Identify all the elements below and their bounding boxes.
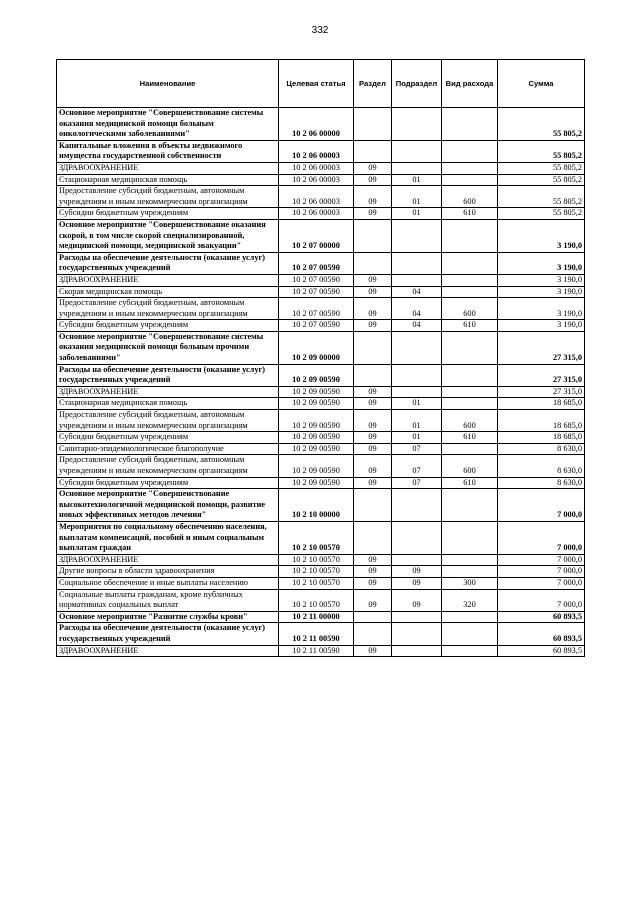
row-code: 10 2 10 00570 — [279, 589, 354, 611]
row-section: 09 — [354, 208, 392, 220]
row-expense-type — [442, 443, 498, 455]
row-expense-type — [442, 252, 498, 274]
row-amount: 8 630,0 — [498, 443, 585, 455]
header-expense-type: Вид расхода — [442, 60, 498, 108]
row-name: Другие вопросы в области здравоохранения — [57, 566, 279, 578]
row-name: Субсидии бюджетным учреждениям — [57, 320, 279, 332]
row-code: 10 2 10 00570 — [279, 521, 354, 554]
row-name: Скорая медицинская помощь — [57, 286, 279, 298]
row-code: 10 2 09 00590 — [279, 364, 354, 386]
row-name: Санитарно-эпидемиологическое благополучие — [57, 443, 279, 455]
row-expense-type — [442, 174, 498, 186]
header-name: Наименование — [57, 60, 279, 108]
row-name: Субсидии бюджетным учреждениям — [57, 432, 279, 444]
row-subsection — [392, 364, 442, 386]
row-section: 09 — [354, 298, 392, 320]
row-amount: 8 630,0 — [498, 455, 585, 477]
row-subsection: 01 — [392, 410, 442, 432]
row-subsection: 01 — [392, 174, 442, 186]
row-section — [354, 521, 392, 554]
row-code: 10 2 06 00003 — [279, 162, 354, 174]
row-code: 10 2 07 00590 — [279, 286, 354, 298]
header-section: Раздел — [354, 60, 392, 108]
row-name: ЗДРАВООХРАНЕНИЕ — [57, 645, 279, 657]
row-expense-type — [442, 108, 498, 141]
table-row — [57, 208, 585, 220]
header-amount: Сумма — [498, 60, 585, 108]
row-code: 10 2 09 00590 — [279, 432, 354, 444]
row-name: ЗДРАВООХРАНЕНИЕ — [57, 554, 279, 566]
row-expense-type: 610 — [442, 477, 498, 489]
row-expense-type — [442, 611, 498, 623]
row-section: 09 — [354, 186, 392, 208]
row-expense-type: 610 — [442, 432, 498, 444]
row-subsection: 09 — [392, 577, 442, 589]
row-subsection — [392, 140, 442, 162]
row-code: 10 2 06 00003 — [279, 140, 354, 162]
row-expense-type — [442, 274, 498, 286]
row-name: ЗДРАВООХРАНЕНИЕ — [57, 162, 279, 174]
row-expense-type: 300 — [442, 577, 498, 589]
row-amount: 3 190,0 — [498, 274, 585, 286]
row-amount: 55 805,2 — [498, 162, 585, 174]
row-subsection: 07 — [392, 477, 442, 489]
row-name: Мероприятия по социальному обеспечению населения, выплатам компенсаций, пособий и иным социальным выплатам граждан — [57, 521, 279, 554]
row-name: Основное мероприятие "Совершенствование высокотехнологичной медицинской помощи, развитие новых эффективных методов лечения" — [57, 489, 279, 522]
row-section — [354, 489, 392, 522]
table-row — [57, 611, 585, 623]
row-code: 10 2 09 00590 — [279, 398, 354, 410]
row-expense-type — [442, 364, 498, 386]
row-code: 10 2 06 00000 — [279, 108, 354, 141]
row-code: 10 2 10 00570 — [279, 566, 354, 578]
row-section — [354, 140, 392, 162]
row-name: Расходы на обеспечение деятельности (оказание услуг) государственных учреждений — [57, 252, 279, 274]
row-section: 09 — [354, 432, 392, 444]
row-name: ЗДРАВООХРАНЕНИЕ — [57, 386, 279, 398]
row-name: Предоставление субсидий бюджетным, автономным учреждениям и иным некоммерческим организациям — [57, 455, 279, 477]
row-name: Расходы на обеспечение деятельности (оказание услуг) государственных учреждений — [57, 623, 279, 645]
row-amount: 7 000,0 — [498, 554, 585, 566]
row-amount: 60 893,5 — [498, 623, 585, 645]
row-code: 10 2 09 00590 — [279, 410, 354, 432]
row-amount: 3 190,0 — [498, 298, 585, 320]
row-expense-type: 600 — [442, 410, 498, 432]
table-row — [57, 577, 585, 589]
row-name: Социальное обеспечение и иные выплаты населению — [57, 577, 279, 589]
row-expense-type — [442, 489, 498, 522]
table-row — [57, 554, 585, 566]
table-row — [57, 298, 585, 320]
header-row — [57, 60, 585, 108]
row-section: 09 — [354, 286, 392, 298]
table-row — [57, 286, 585, 298]
row-name: Субсидии бюджетным учреждениям — [57, 477, 279, 489]
row-amount: 55 805,2 — [498, 186, 585, 208]
row-section — [354, 252, 392, 274]
row-amount: 7 000,0 — [498, 566, 585, 578]
row-code: 10 2 11 00590 — [279, 623, 354, 645]
row-name: Предоставление субсидий бюджетным, автономным учреждениям и иным некоммерческим организациям — [57, 410, 279, 432]
row-expense-type: 320 — [442, 589, 498, 611]
row-expense-type: 610 — [442, 320, 498, 332]
row-subsection — [392, 521, 442, 554]
row-expense-type — [442, 554, 498, 566]
row-subsection — [392, 252, 442, 274]
table-row — [57, 398, 585, 410]
row-section: 09 — [354, 589, 392, 611]
row-section — [354, 219, 392, 252]
row-code: 10 2 10 00570 — [279, 554, 354, 566]
row-code: 10 2 07 00590 — [279, 320, 354, 332]
row-amount: 7 000,0 — [498, 489, 585, 522]
row-amount: 55 805,2 — [498, 174, 585, 186]
table-row — [57, 432, 585, 444]
row-amount: 60 893,5 — [498, 645, 585, 657]
row-subsection: 01 — [392, 398, 442, 410]
row-name: Предоставление субсидий бюджетным, автономным учреждениям и иным некоммерческим организациям — [57, 298, 279, 320]
row-name: Капитальные вложения в объекты недвижимого имущества государственной собственности — [57, 140, 279, 162]
table-row — [57, 443, 585, 455]
row-expense-type — [442, 645, 498, 657]
row-subsection: 07 — [392, 443, 442, 455]
page-number: 332 — [311, 25, 329, 36]
row-subsection — [392, 386, 442, 398]
row-expense-type — [442, 140, 498, 162]
row-section: 09 — [354, 443, 392, 455]
table-row — [57, 364, 585, 386]
row-expense-type — [442, 398, 498, 410]
row-code: 10 2 10 00570 — [279, 577, 354, 589]
row-name: Основное мероприятие "Совершенствование системы оказания медицинской помощи больным прочими заболеваниями" — [57, 331, 279, 364]
row-expense-type: 600 — [442, 298, 498, 320]
row-code: 10 2 07 00590 — [279, 298, 354, 320]
row-subsection: 09 — [392, 566, 442, 578]
row-subsection: 01 — [392, 432, 442, 444]
row-code: 10 2 11 00590 — [279, 645, 354, 657]
table-row — [57, 174, 585, 186]
budget-table — [56, 59, 585, 657]
table-row — [57, 477, 585, 489]
table-row — [57, 623, 585, 645]
row-expense-type — [442, 566, 498, 578]
row-expense-type — [442, 386, 498, 398]
row-section: 09 — [354, 566, 392, 578]
row-name: Стационарная медицинская помощь — [57, 174, 279, 186]
row-subsection — [392, 611, 442, 623]
row-subsection: 01 — [392, 186, 442, 208]
row-amount: 27 315,0 — [498, 386, 585, 398]
row-amount: 3 190,0 — [498, 320, 585, 332]
table-row — [57, 140, 585, 162]
row-section — [354, 611, 392, 623]
row-subsection: 04 — [392, 320, 442, 332]
row-name: Стационарная медицинская помощь — [57, 398, 279, 410]
row-expense-type: 600 — [442, 186, 498, 208]
row-code: 10 2 11 00000 — [279, 611, 354, 623]
row-section — [354, 364, 392, 386]
row-expense-type — [442, 521, 498, 554]
row-section — [354, 108, 392, 141]
row-amount: 3 190,0 — [498, 286, 585, 298]
table-row — [57, 162, 585, 174]
row-code: 10 2 06 00003 — [279, 186, 354, 208]
row-code: 10 2 06 00003 — [279, 174, 354, 186]
row-name: Субсидии бюджетным учреждениям — [57, 208, 279, 220]
row-subsection — [392, 623, 442, 645]
table-row — [57, 521, 585, 554]
row-subsection: 07 — [392, 455, 442, 477]
row-code: 10 2 10 00000 — [279, 489, 354, 522]
row-section: 09 — [354, 386, 392, 398]
row-section: 09 — [354, 320, 392, 332]
row-subsection — [392, 331, 442, 364]
table-row — [57, 320, 585, 332]
table-row — [57, 589, 585, 611]
table-row — [57, 455, 585, 477]
row-subsection — [392, 554, 442, 566]
row-subsection: 09 — [392, 589, 442, 611]
row-expense-type — [442, 331, 498, 364]
row-amount: 27 315,0 — [498, 364, 585, 386]
row-subsection: 04 — [392, 286, 442, 298]
row-amount: 18 685,0 — [498, 410, 585, 432]
row-expense-type — [442, 623, 498, 645]
row-section: 09 — [354, 410, 392, 432]
row-amount: 7 000,0 — [498, 589, 585, 611]
row-expense-type — [442, 162, 498, 174]
row-amount: 7 000,0 — [498, 577, 585, 589]
table-row — [57, 410, 585, 432]
table-header — [57, 60, 585, 108]
row-amount: 7 000,0 — [498, 521, 585, 554]
row-amount: 60 893,5 — [498, 611, 585, 623]
row-expense-type: 610 — [442, 208, 498, 220]
row-name: Основное мероприятие "Развитие службы крови" — [57, 611, 279, 623]
row-section: 09 — [354, 174, 392, 186]
row-amount: 18 685,0 — [498, 432, 585, 444]
table-row — [57, 489, 585, 522]
row-section: 09 — [354, 274, 392, 286]
row-section — [354, 331, 392, 364]
row-subsection: 04 — [392, 298, 442, 320]
row-expense-type — [442, 219, 498, 252]
row-subsection — [392, 489, 442, 522]
row-name: Основное мероприятие "Совершенствование системы оказания медицинской помощи больным онкологическими заболеваниями" — [57, 108, 279, 141]
row-amount: 55 805,2 — [498, 140, 585, 162]
row-section: 09 — [354, 455, 392, 477]
row-amount: 8 630,0 — [498, 477, 585, 489]
row-subsection — [392, 274, 442, 286]
row-code: 10 2 09 00000 — [279, 331, 354, 364]
row-section: 09 — [354, 554, 392, 566]
row-code: 10 2 09 00590 — [279, 443, 354, 455]
table-row — [57, 108, 585, 141]
table-row — [57, 645, 585, 657]
header-subsection: Подраздел — [392, 60, 442, 108]
row-name: Социальные выплаты гражданам, кроме публичных нормативных социальных выплат — [57, 589, 279, 611]
row-expense-type: 600 — [442, 455, 498, 477]
row-section: 09 — [354, 477, 392, 489]
row-section: 09 — [354, 645, 392, 657]
row-amount: 55 805,2 — [498, 208, 585, 220]
row-section: 09 — [354, 577, 392, 589]
row-subsection — [392, 645, 442, 657]
table-row — [57, 274, 585, 286]
row-subsection — [392, 162, 442, 174]
row-subsection: 01 — [392, 208, 442, 220]
row-name: ЗДРАВООХРАНЕНИЕ — [57, 274, 279, 286]
row-amount: 55 805,2 — [498, 108, 585, 141]
table-row — [57, 219, 585, 252]
row-code: 10 2 09 00590 — [279, 386, 354, 398]
row-name: Основное мероприятие "Совершенствование оказания скорой, в том числе скорой специализированной, медицинской помощи, медицинской эвакуации" — [57, 219, 279, 252]
row-code: 10 2 09 00590 — [279, 455, 354, 477]
header-code: Целевая статья — [279, 60, 354, 108]
row-section — [354, 623, 392, 645]
table-row — [57, 566, 585, 578]
row-expense-type — [442, 286, 498, 298]
row-name: Предоставление субсидий бюджетным, автономным учреждениям и иным некоммерческим организациям — [57, 186, 279, 208]
row-amount: 18 685,0 — [498, 398, 585, 410]
row-amount: 3 190,0 — [498, 252, 585, 274]
row-code: 10 2 06 00003 — [279, 208, 354, 220]
table-row — [57, 186, 585, 208]
table-row — [57, 386, 585, 398]
row-code: 10 2 07 00590 — [279, 252, 354, 274]
row-section: 09 — [354, 162, 392, 174]
row-amount: 3 190,0 — [498, 219, 585, 252]
table-row — [57, 331, 585, 364]
row-code: 10 2 09 00590 — [279, 477, 354, 489]
table-body — [57, 108, 585, 657]
row-code: 10 2 07 00590 — [279, 274, 354, 286]
row-amount: 27 315,0 — [498, 331, 585, 364]
row-code: 10 2 07 00000 — [279, 219, 354, 252]
row-name: Расходы на обеспечение деятельности (оказание услуг) государственных учреждений — [57, 364, 279, 386]
table-row — [57, 252, 585, 274]
row-subsection — [392, 219, 442, 252]
row-subsection — [392, 108, 442, 141]
row-section: 09 — [354, 398, 392, 410]
